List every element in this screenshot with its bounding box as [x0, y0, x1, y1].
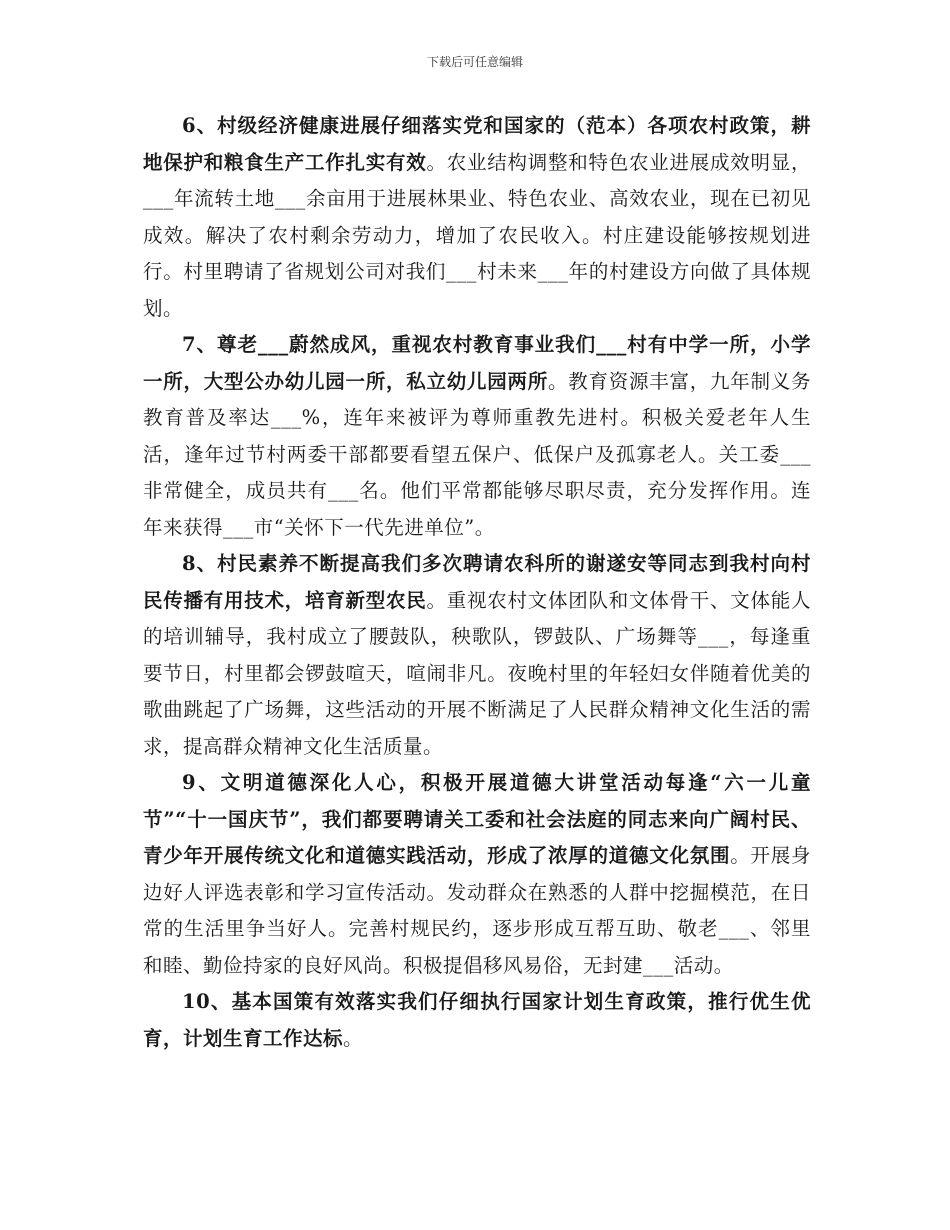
paragraph-10: [143, 984, 811, 1057]
paragraph-text: 。重视农村文体团队和文体骨干、文体能人的培训辅导，我村成立了腰鼓队，秧歌队，锣鼓队、广场舞等___，每逢重要节日，村里都会锣鼓喧天，喧闹非凡。夜晚村里的年轻妇女伴随着优美的歌曲跳起了广场舞，这些活动的开展不断满足了人民群众精神文化生活的需求，提高群众精神文化生活质量。: [143, 588, 811, 758]
paragraph-heading: 9、文明道德深化人心，积极开展道德大讲堂活动每逢“六一儿童节”“十一国庆节”，我们都要聘请关工委和社会法庭的同志来向广阔村民、青少年开展传统文化和道德实践活动，形成了浓厚的道德文化氛围: [143, 771, 811, 867]
paragraph-7: [143, 327, 811, 546]
paragraph-9: [143, 765, 811, 984]
paragraph-heading: 7、尊老___蔚然成风，重视农村教育事业我们___村有中学一所，小学一所，大型公办幼儿园一所，私立幼儿园两所: [143, 333, 811, 393]
paragraph-text: 。教育资源丰富，九年制义务教育普及率达___%，连年来被评为尊师重教先进村。积极关爱老年人生活，逢年过节村两委干部都要看望五保户、低保户及孤寡老人。关工委___非常健全，成员共有___名。他们平常都能够尽职尽责，充分发挥作用。连年来获得___市“关怀下一代先进单位”。: [143, 369, 811, 539]
paragraph-heading: 8、村民素养不断提高我们多次聘请农科所的谢遂安等同志到我村向村民传播有用技术，培育新型农民: [143, 552, 811, 612]
paragraph-heading: 10、基本国策有效落实我们仔细执行国家计划生育政策，推行优生优育，计划生育工作达标: [143, 990, 811, 1050]
paragraph-6: [143, 108, 811, 327]
document-body: [143, 108, 811, 1057]
paragraph-heading: 6、村级经济健康进展仔细落实党和国家的（范本）各项农村政策，耕地保护和粮食生产工作扎实有效: [143, 114, 811, 174]
paragraph-text: 。农业结构调整和特色农业进展成效明显，___年流转土地___余亩用于进展林果业、特色农业、高效农业，现在已初见成效。解决了农村剩余劳动力，增加了农民收入。村庄建设能够按规划进行。村里聘请了省规划公司对我们___村未来___年的村建设方向做了具体规划。: [143, 150, 811, 320]
paragraph-text: 。开展身边好人评选表彰和学习宣传活动。发动群众在熟悉的人群中挖掘模范，在日常的生活里争当好人。完善村规民约，逐步形成互帮互助、敬老___、邻里和睦、勤俭持家的良好风尚。积极提倡移风易俗，无封建___活动。: [143, 844, 811, 977]
paragraph-8: [143, 546, 811, 765]
page-header: 下载后可任意编辑: [426, 55, 523, 69]
paragraph-text: 。: [343, 1026, 364, 1050]
